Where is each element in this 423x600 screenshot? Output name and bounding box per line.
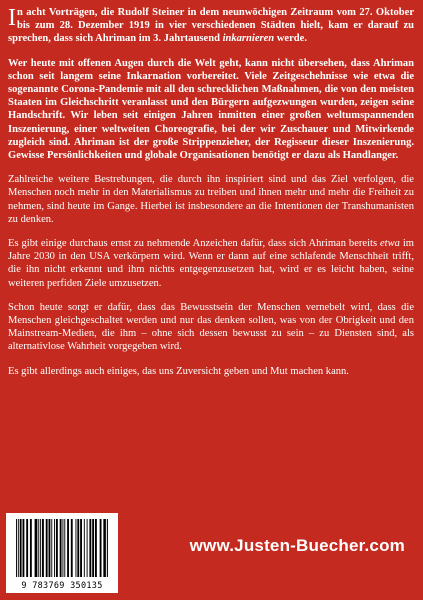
- paragraph-text: Es gibt allerdings auch einiges, das uns Zuversicht geben und Mut machen kann.: [8, 365, 349, 377]
- barcode-bar: [84, 519, 85, 577]
- barcode-bar: [40, 519, 41, 577]
- barcode-bar: [71, 519, 73, 577]
- barcode-bar: [46, 519, 48, 577]
- paragraph-text: werde.: [274, 33, 307, 45]
- barcode-bar: [54, 519, 55, 577]
- barcode-bar: [67, 519, 69, 577]
- barcode-bar: [20, 519, 22, 577]
- barcode-bar: [51, 519, 52, 577]
- publisher-website[interactable]: www.Justen-Buecher.com: [189, 536, 405, 555]
- barcode-bar: [75, 519, 76, 577]
- barcode-bar: [87, 519, 88, 577]
- paragraph-text: Wer heute mit offenen Augen durch die Welt geht, kann nicht übersehen, dass Ahriman schon seit langem seine Inkarnation vorbereitet. Viele Zeitgeschehnisse wie etwa die sogenannte Corona-Pandemie mit all den schrecklichen Maßnahmen, die von den meisten Staaten im Gleichschritt veranlasst und den Bürgern aufgezwungen wurden, zeigen seine Handschrift. Wir leben seit einigen Jahren inmitten einer großen weltumspannenden Inszenierung, einer weltweiten Choreografie, bei der wir Zuschauer und Mitwirkende zugleich sind. Ahriman ist der große Strippenzieher, der Regisseur dieser Inszenierung. Gewisse Persönlichkeiten und globale Organisationen benötigt er dazu als Handlanger.: [8, 57, 414, 162]
- barcode-bar: [16, 519, 17, 577]
- barcode-bar: [42, 519, 44, 577]
- barcode-bar: [56, 519, 58, 577]
- barcode-bar: [92, 519, 94, 577]
- paragraph-p6: [8, 365, 414, 378]
- barcode-bar: [105, 519, 106, 577]
- barcode-bar: [38, 519, 39, 577]
- emphasis-text: inkarnieren: [222, 33, 275, 45]
- paragraph-text: n acht Vorträgen, die Rudolf Steiner in dem neunwöchigen Zeitraum vom 27. Oktober bis zum 28. Dezember 1919 in vier verschiedenen Städten hielt, kam er darauf zu sprechen, dass sich Ahriman im 3. Jahrtausend: [8, 7, 414, 45]
- emphasis-text: etwa: [379, 238, 400, 250]
- barcode-bar: [107, 519, 108, 577]
- barcode-bar: [95, 519, 97, 577]
- paragraph-p3: [8, 173, 414, 226]
- back-cover-text: [8, 6, 414, 389]
- barcode-bar: [35, 519, 38, 577]
- barcode-bars: [14, 519, 110, 577]
- paragraph-intro: [8, 6, 414, 46]
- barcode-bar: [62, 519, 63, 577]
- barcode-bar: [60, 519, 62, 577]
- paragraph-p4: [8, 237, 414, 290]
- barcode-bar: [103, 519, 105, 577]
- isbn-number: 9 783769 350135: [21, 581, 103, 591]
- paragraph-p2: [8, 57, 414, 163]
- paragraph-text: Es gibt einige durchaus ernst zu nehmende Anzeichen dafür, dass sich Ahriman bereits: [8, 238, 380, 250]
- barcode-bar: [100, 519, 102, 577]
- barcode-bar: [89, 519, 91, 577]
- barcode-bar: [26, 519, 28, 577]
- paragraph-text: Zahlreiche weitere Bestrebungen, die durch ihn inspiriert sind und das Ziel verfolgen, die Menschen noch mehr in den Materialismus zu treiben und ihnen mehr und mehr die Freiheit zu nehmen, sind heute im Gange. Hierbei ist insbesondere an die Intentionen der Transhumanisten zu denken.: [8, 174, 414, 225]
- barcode-bar: [18, 519, 19, 577]
- paragraph-text: Schon heute sorgt er dafür, dass das Bewusstsein der Menschen vernebelt wird, dass die Menschen gleichgeschaltet werden und nur das denken sollen, was von der Obrigkeit und den Mainstream-Medien, die ihm – ohne sich dessen bewusst zu sein – zu Diensten sind, als alternativlose Wahrheit vorgegeben wird.: [8, 301, 414, 353]
- barcode-bar: [23, 519, 25, 577]
- dropcap-letter: I: [8, 5, 16, 31]
- barcode-bar: [64, 519, 65, 577]
- barcode-bar: [49, 519, 51, 577]
- barcode-bar: [77, 519, 79, 577]
- barcode-bar: [80, 519, 82, 577]
- barcode-bar: [30, 519, 32, 577]
- paragraph-p5: [8, 301, 414, 354]
- paragraph-text: im Jahre 2030 in den USA verkörpern wird. Wenn er dann auf eine schlafende Menschheit trifft, die ihn nicht erkennt und ihm nichts entgegenzusetzen hat, wird er es leicht haben, seine weiteren perfiden Ziele umzusetzen.: [8, 238, 414, 289]
- isbn-barcode: [6, 513, 118, 593]
